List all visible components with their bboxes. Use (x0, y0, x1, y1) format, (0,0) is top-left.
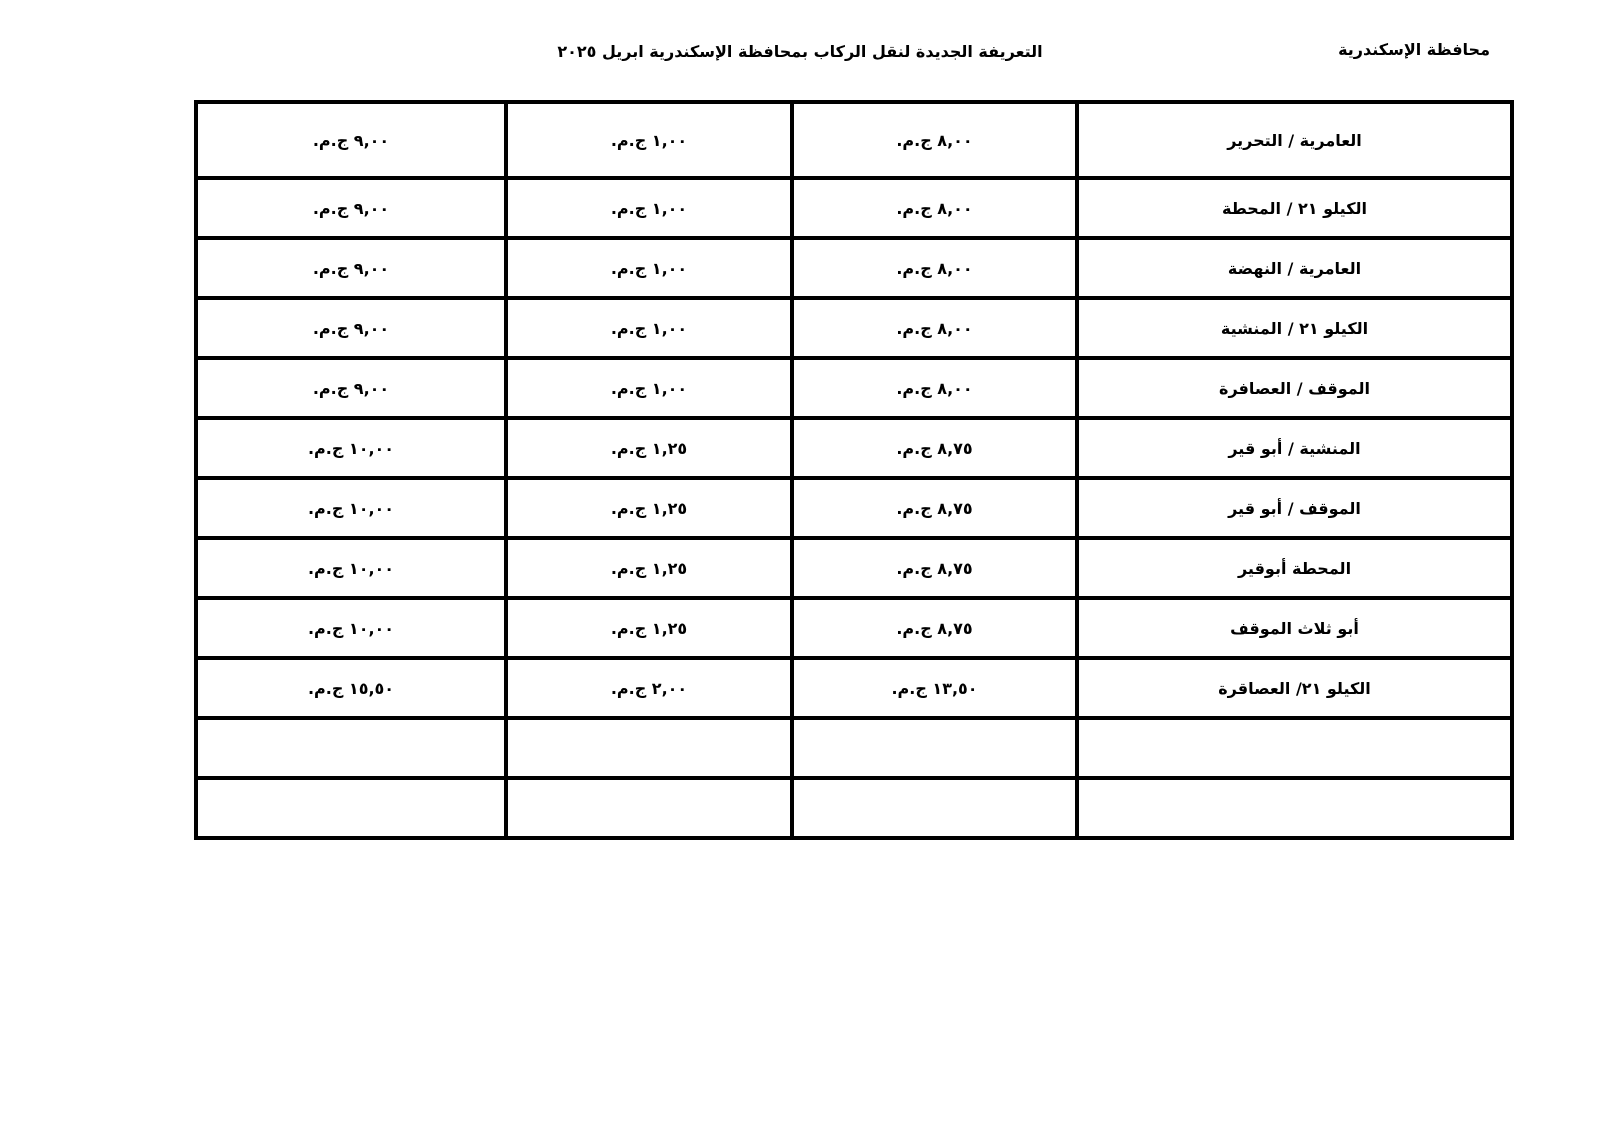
new-fare-cell: ١٠,٠٠ ج.م. (196, 478, 506, 538)
table-row (196, 538, 1512, 598)
route-cell: الكيلو ٢١/ العصاقرة (1077, 658, 1512, 718)
increase-cell: ١,٠٠ ج.م. (506, 238, 792, 298)
increase-cell: ١,٢٥ ج.م. (506, 478, 792, 538)
route-cell: الكيلو ٢١ / المحطة (1077, 178, 1512, 238)
new-fare-cell: ٩,٠٠ ج.م. (196, 238, 506, 298)
route-cell (1077, 778, 1512, 838)
increase-cell: ١,٠٠ ج.م. (506, 102, 792, 178)
page-title: التعريفة الجديدة لنقل الركاب بمحافظة الإسكندرية ابريل ٢٠٢٥ (557, 42, 1043, 61)
table-row (196, 478, 1512, 538)
increase-cell: ١,٠٠ ج.م. (506, 178, 792, 238)
table-row (196, 598, 1512, 658)
new-fare-cell: ١٠,٠٠ ج.م. (196, 538, 506, 598)
fare-cell: ٨,٠٠ ج.م. (792, 102, 1077, 178)
fare-cell: ٨,٠٠ ج.م. (792, 178, 1077, 238)
table-row (196, 238, 1512, 298)
tariff-table (194, 100, 1514, 840)
route-cell: المنشية / أبو قير (1077, 418, 1512, 478)
increase-cell: ١,٢٥ ج.م. (506, 598, 792, 658)
fare-cell: ٨,٠٠ ج.م. (792, 358, 1077, 418)
new-fare-cell: ١٠,٠٠ ج.م. (196, 418, 506, 478)
fare-cell: ٨,٧٥ ج.م. (792, 538, 1077, 598)
increase-cell: ١,٢٥ ج.م. (506, 538, 792, 598)
route-cell: المحطة أبوقير (1077, 538, 1512, 598)
table-row (196, 778, 1512, 838)
fare-cell: ٨,٠٠ ج.م. (792, 298, 1077, 358)
increase-cell: ١,٠٠ ج.م. (506, 298, 792, 358)
route-cell: العامرية / النهضة (1077, 238, 1512, 298)
route-cell: الموقف / أبو قير (1077, 478, 1512, 538)
table-row (196, 418, 1512, 478)
route-cell: أبو ثلاث الموقف (1077, 598, 1512, 658)
table-row (196, 178, 1512, 238)
fare-cell: ٨,٠٠ ج.م. (792, 238, 1077, 298)
new-fare-cell (196, 718, 506, 778)
fare-cell (792, 718, 1077, 778)
increase-cell: ٢,٠٠ ج.م. (506, 658, 792, 718)
table-row (196, 358, 1512, 418)
new-fare-cell: ١٠,٠٠ ج.م. (196, 598, 506, 658)
fare-cell: ٨,٧٥ ج.م. (792, 478, 1077, 538)
table-row (196, 718, 1512, 778)
organization-name: محافظة الإسكندرية (1338, 40, 1490, 59)
fare-cell: ١٣,٥٠ ج.م. (792, 658, 1077, 718)
table-row (196, 298, 1512, 358)
new-fare-cell: ٩,٠٠ ج.م. (196, 358, 506, 418)
new-fare-cell: ١٥,٥٠ ج.م. (196, 658, 506, 718)
route-cell: الكيلو ٢١ / المنشية (1077, 298, 1512, 358)
fare-cell (792, 778, 1077, 838)
route-cell: الموقف / العصافرة (1077, 358, 1512, 418)
increase-cell: ١,٠٠ ج.م. (506, 358, 792, 418)
new-fare-cell: ٩,٠٠ ج.م. (196, 298, 506, 358)
route-cell (1077, 718, 1512, 778)
fare-cell: ٨,٧٥ ج.م. (792, 598, 1077, 658)
route-cell: العامرية / التحرير (1077, 102, 1512, 178)
table-row (196, 102, 1512, 178)
new-fare-cell: ٩,٠٠ ج.م. (196, 178, 506, 238)
increase-cell (506, 718, 792, 778)
fare-cell: ٨,٧٥ ج.م. (792, 418, 1077, 478)
increase-cell (506, 778, 792, 838)
new-fare-cell: ٩,٠٠ ج.م. (196, 102, 506, 178)
new-fare-cell (196, 778, 506, 838)
table-row (196, 658, 1512, 718)
increase-cell: ١,٢٥ ج.م. (506, 418, 792, 478)
